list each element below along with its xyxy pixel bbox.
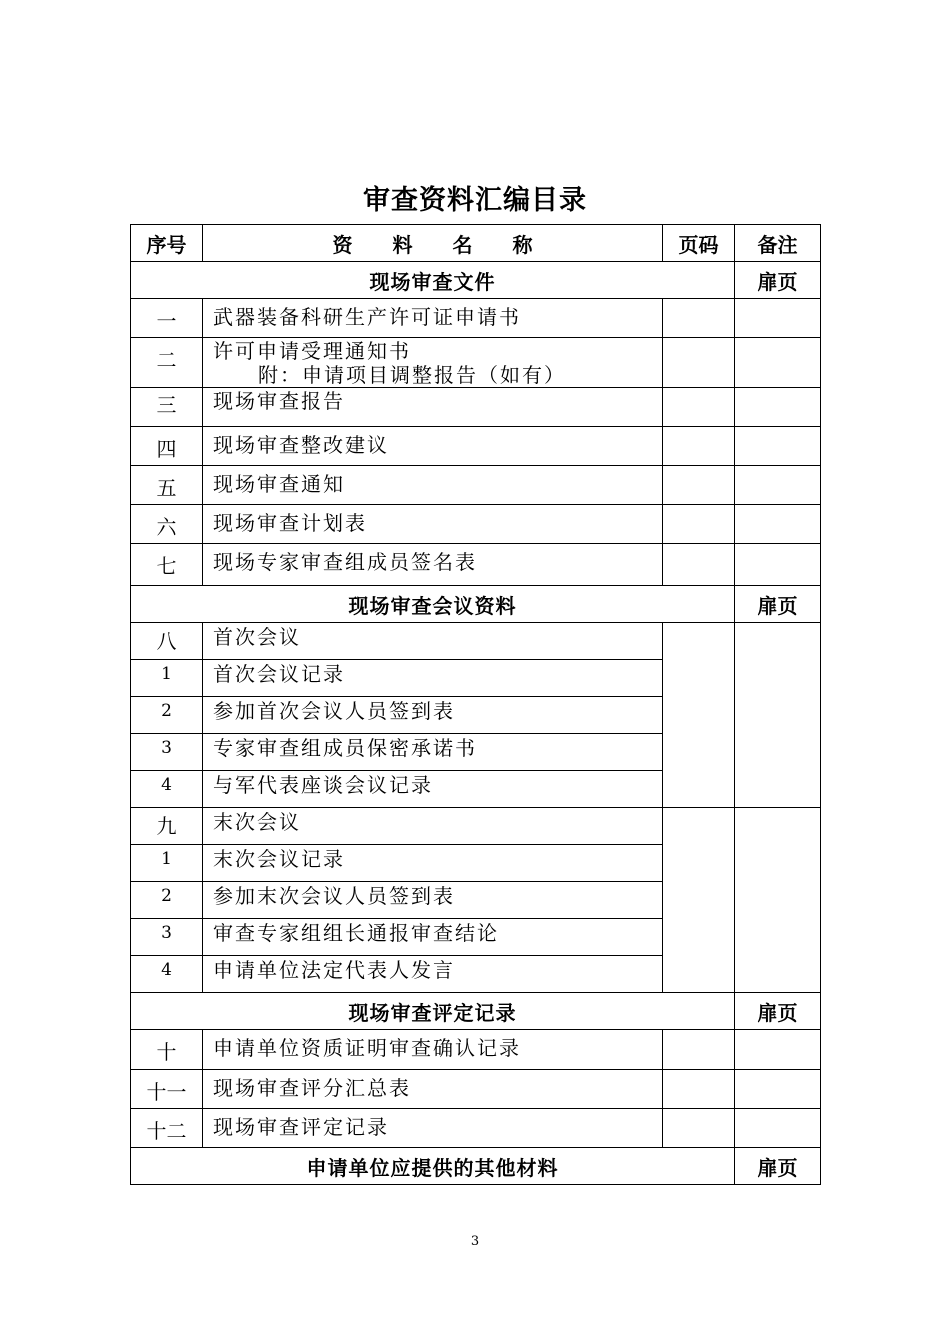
page-title: 审查资料汇编目录: [363, 185, 587, 216]
table-row: [131, 1109, 821, 1148]
row-page: [663, 505, 735, 544]
row-note: [735, 544, 821, 586]
row-note: [735, 505, 821, 544]
section-row: [131, 993, 821, 1030]
group-note-cell: [735, 808, 821, 993]
row-num: 十: [131, 1030, 203, 1070]
table-row: [131, 299, 821, 338]
header-row: [131, 225, 821, 262]
group-page-cell: [663, 623, 735, 808]
row-name: 武器装备科研生产许可证申请书: [203, 299, 663, 338]
row-name: 现场专家审查组成员签名表: [203, 544, 663, 586]
row-num: 五: [131, 466, 203, 505]
row-note: [735, 1109, 821, 1148]
row-num: 九: [131, 808, 203, 845]
table-row: [131, 623, 821, 660]
row-name: 申请单位资质证明审查确认记录: [203, 1030, 663, 1070]
header-page: 页码: [663, 225, 735, 262]
table-row: [131, 1070, 821, 1109]
row-num: 二: [131, 338, 203, 388]
header-num: 序号: [131, 225, 203, 262]
row-num: 十一: [131, 1070, 203, 1109]
row-note: [735, 1030, 821, 1070]
row-name: 现场审查评定记录: [203, 1109, 663, 1148]
row-note: [735, 388, 821, 427]
section-note: 扉页: [735, 262, 821, 299]
table-row: [131, 466, 821, 505]
row-num: 六: [131, 505, 203, 544]
row-page: [663, 466, 735, 505]
section-note: 扉页: [735, 586, 821, 623]
row-page: [663, 299, 735, 338]
row-note: [735, 1070, 821, 1109]
section-title: 现场审查评定记录: [131, 993, 735, 1030]
group-note-cell: [735, 623, 821, 808]
catalog-table: [130, 224, 821, 1185]
row-page: [663, 1109, 735, 1148]
section-title: 现场审查会议资料: [131, 586, 735, 623]
row-num: 3: [131, 734, 203, 771]
row-name: [203, 338, 663, 388]
row-num: 七: [131, 544, 203, 586]
row-name-main: 许可申请受理通知书: [213, 339, 411, 363]
section-row: [131, 1148, 821, 1185]
row-num: 1: [131, 845, 203, 882]
row-note: [735, 427, 821, 466]
table-row: [131, 544, 821, 586]
row-num: 2: [131, 697, 203, 734]
section-note: 扉页: [735, 993, 821, 1030]
table-row: [131, 338, 821, 388]
table-row: [131, 1030, 821, 1070]
row-num: 4: [131, 956, 203, 993]
table-row: [131, 808, 821, 845]
header-name: 资 料 名 称: [203, 225, 663, 262]
row-note: [735, 338, 821, 388]
row-num: 四: [131, 427, 203, 466]
row-name: 末次会议: [203, 808, 663, 845]
row-page: [663, 427, 735, 466]
row-num: 4: [131, 771, 203, 808]
row-num: 3: [131, 919, 203, 956]
row-page: [663, 1070, 735, 1109]
header-note: 备注: [735, 225, 821, 262]
row-num: 三: [131, 388, 203, 427]
table-row: [131, 388, 821, 427]
row-name: 现场审查通知: [203, 466, 663, 505]
row-name: 首次会议: [203, 623, 663, 660]
row-page: [663, 544, 735, 586]
row-name: 首次会议记录: [203, 660, 663, 697]
table-row: [131, 505, 821, 544]
section-title: 现场审查文件: [131, 262, 735, 299]
section-row: [131, 586, 821, 623]
row-name: 现场审查计划表: [203, 505, 663, 544]
row-num: 八: [131, 623, 203, 660]
row-num: 十二: [131, 1109, 203, 1148]
row-name: 与军代表座谈会议记录: [203, 771, 663, 808]
row-name: 参加末次会议人员签到表: [203, 882, 663, 919]
row-num: 2: [131, 882, 203, 919]
section-title: 申请单位应提供的其他材料: [131, 1148, 735, 1185]
row-name: 末次会议记录: [203, 845, 663, 882]
row-name: 专家审查组成员保密承诺书: [203, 734, 663, 771]
row-name: 现场审查报告: [203, 388, 663, 427]
section-row: [131, 262, 821, 299]
row-name: 现场审查整改建议: [203, 427, 663, 466]
section-note: 扉页: [735, 1148, 821, 1185]
row-name-sub: 附：申请项目调整报告（如有）: [258, 363, 566, 387]
row-name: 申请单位法定代表人发言: [203, 956, 663, 993]
row-num: 1: [131, 660, 203, 697]
group-page-cell: [663, 808, 735, 993]
row-name: 参加首次会议人员签到表: [203, 697, 663, 734]
row-name: 审查专家组组长通报审查结论: [203, 919, 663, 956]
row-page: [663, 388, 735, 427]
row-page: [663, 1030, 735, 1070]
row-note: [735, 299, 821, 338]
row-note: [735, 466, 821, 505]
table-row: [131, 427, 821, 466]
row-page: [663, 338, 735, 388]
row-num: 一: [131, 299, 203, 338]
row-name: 现场审查评分汇总表: [203, 1070, 663, 1109]
page-number: 3: [470, 1234, 480, 1249]
